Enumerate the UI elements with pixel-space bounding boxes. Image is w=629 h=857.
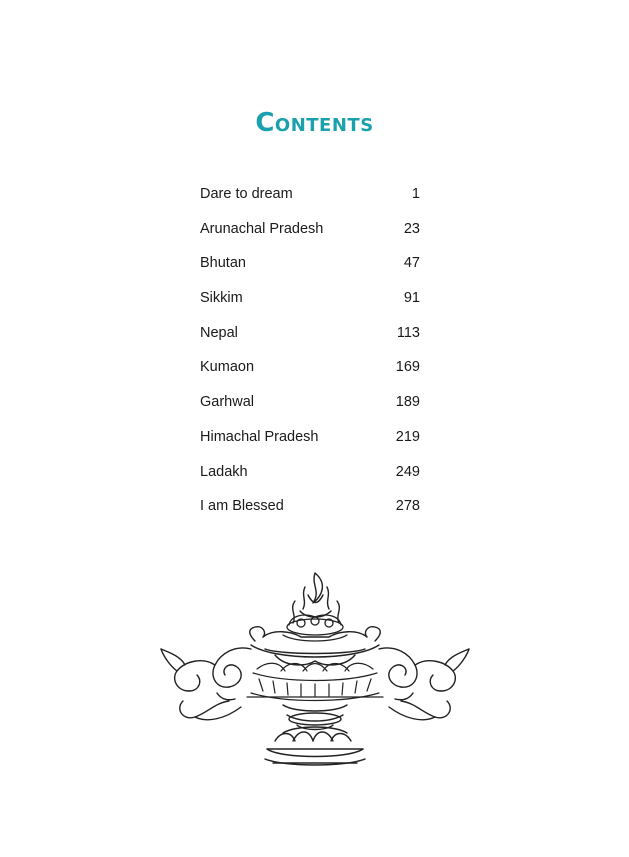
- toc-entry-title: Dare to dream: [200, 186, 293, 202]
- toc-entry-page: 91: [403, 290, 420, 307]
- toc-entry-title: Garhwal: [200, 394, 254, 411]
- toc-entry-page: 47: [403, 255, 420, 272]
- toc-entry-title: Sikkim: [200, 290, 243, 307]
- toc-entry[interactable]: [200, 320, 420, 355]
- toc-entry[interactable]: [200, 354, 420, 389]
- toc-entry-title: Himachal Pradesh: [200, 428, 319, 445]
- toc-entry[interactable]: [200, 459, 420, 494]
- toc-entry-page: 189: [395, 394, 420, 411]
- toc-entry[interactable]: [200, 424, 420, 459]
- toc-entry[interactable]: [200, 493, 420, 528]
- butter-lamp-icon: [155, 565, 475, 775]
- toc-entry-page: 23: [403, 220, 420, 237]
- toc-entry[interactable]: [200, 285, 420, 320]
- toc-entry-page: 249: [395, 463, 420, 480]
- toc-entry-page: 1: [411, 186, 420, 202]
- toc-entry-title: I am Blessed: [200, 498, 284, 515]
- toc-entry-title: Nepal: [200, 324, 238, 341]
- toc-entry[interactable]: [200, 181, 420, 216]
- table-of-contents: [200, 181, 420, 528]
- toc-entry-title: Ladakh: [200, 463, 248, 480]
- toc-entry-page: 278: [395, 498, 420, 515]
- toc-entry[interactable]: [200, 250, 420, 285]
- page-title: Contents: [255, 108, 374, 138]
- toc-entry-page: 219: [395, 428, 420, 445]
- toc-entry[interactable]: [200, 389, 420, 424]
- toc-entry[interactable]: [200, 216, 420, 251]
- toc-entry-title: Bhutan: [200, 255, 246, 272]
- toc-entry-title: Arunachal Pradesh: [200, 220, 324, 237]
- toc-entry-page: 113: [396, 324, 420, 341]
- toc-entry-page: 169: [395, 359, 420, 376]
- toc-entry-title: Kumaon: [200, 359, 255, 376]
